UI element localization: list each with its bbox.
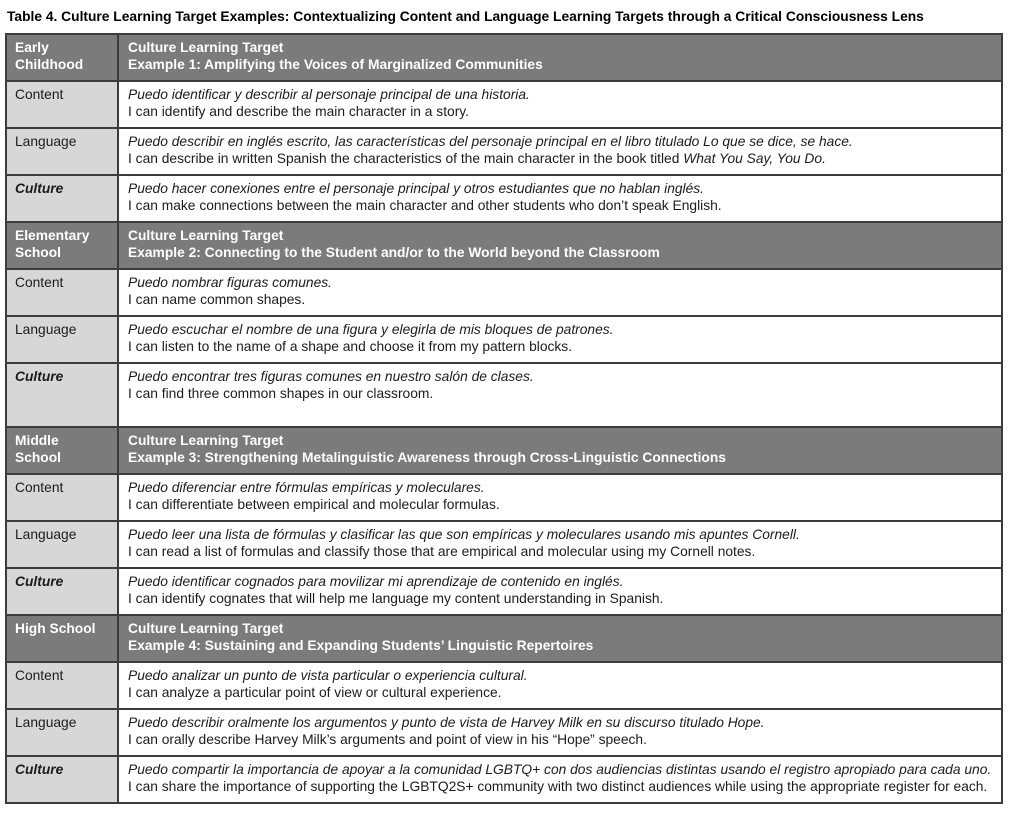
text-segment: I can differentiate between empirical and molecular formulas. bbox=[128, 496, 500, 512]
row-category-label: Culture bbox=[6, 568, 118, 615]
grade-level-label: Elementary School bbox=[6, 222, 118, 269]
text-segment: I can identify cognates that will help me language my content understanding in Spanish. bbox=[128, 590, 664, 606]
target-line bbox=[128, 86, 992, 103]
target-row bbox=[6, 474, 1002, 521]
text-segment: Puedo nombrar figuras comunes. bbox=[128, 274, 332, 290]
section-header-cell bbox=[118, 222, 1002, 269]
learning-target-cell bbox=[118, 568, 1002, 615]
row-category-label: Content bbox=[6, 474, 118, 521]
learning-target-cell bbox=[118, 316, 1002, 363]
learning-target-cell bbox=[118, 709, 1002, 756]
target-row bbox=[6, 363, 1002, 427]
target-row bbox=[6, 175, 1002, 222]
text-segment: Puedo describir oralmente los argumentos y punto de vista de Harvey Milk en su discurso titulado Hope. bbox=[128, 714, 765, 730]
section-header-cell bbox=[118, 615, 1002, 662]
target-line bbox=[128, 180, 992, 197]
target-line bbox=[128, 778, 992, 795]
text-segment: I can read a list of formulas and classify those that are empirical and molecular using my Cornell notes. bbox=[128, 543, 756, 559]
text-segment: I can analyze a particular point of view or cultural experience. bbox=[128, 684, 502, 700]
learning-target-cell bbox=[118, 662, 1002, 709]
section-header-row bbox=[6, 34, 1002, 81]
learning-target-cell bbox=[118, 474, 1002, 521]
section-title: Culture Learning Target bbox=[128, 39, 284, 55]
row-category-label: Language bbox=[6, 316, 118, 363]
learning-target-cell bbox=[118, 521, 1002, 568]
text-segment: I can find three common shapes in our classroom. bbox=[128, 385, 434, 401]
section-header-cell bbox=[118, 427, 1002, 474]
text-segment: Puedo identificar y describir al personaje principal de una historia. bbox=[128, 86, 530, 102]
culture-learning-targets-table bbox=[5, 33, 1003, 804]
target-line bbox=[128, 731, 992, 748]
target-line bbox=[128, 150, 992, 167]
target-line bbox=[128, 590, 992, 607]
text-segment: I can share the importance of supporting the LGBTQ2S+ community with two distinct audiences while using the appropriate register for each. bbox=[128, 778, 988, 794]
row-category-label: Language bbox=[6, 128, 118, 175]
text-segment: What You Say, You Do. bbox=[683, 150, 826, 166]
target-line bbox=[128, 543, 992, 560]
text-segment: I can name common shapes. bbox=[128, 291, 306, 307]
section-header-row bbox=[6, 427, 1002, 474]
row-category-label: Culture bbox=[6, 175, 118, 222]
target-line bbox=[128, 573, 992, 590]
section-title: Culture Learning Target bbox=[128, 227, 284, 243]
target-line bbox=[128, 133, 992, 150]
target-line bbox=[128, 684, 992, 701]
target-row bbox=[6, 662, 1002, 709]
section-example: Example 3: Strengthening Metalinguistic Awareness through Cross-Linguistic Connections bbox=[128, 449, 726, 465]
learning-target-cell bbox=[118, 756, 1002, 803]
target-row bbox=[6, 756, 1002, 803]
learning-target-cell bbox=[118, 363, 1002, 427]
section-title: Culture Learning Target bbox=[128, 620, 284, 636]
text-segment: I can listen to the name of a shape and choose it from my pattern blocks. bbox=[128, 338, 573, 354]
text-segment: I can describe in written Spanish the characteristics of the main character in the book titled bbox=[128, 150, 684, 166]
target-line bbox=[128, 526, 992, 543]
table-body bbox=[6, 34, 1002, 803]
text-segment: Puedo encontrar tres figuras comunes en nuestro salón de clases. bbox=[128, 368, 534, 384]
row-category-label: Content bbox=[6, 269, 118, 316]
row-category-label: Content bbox=[6, 662, 118, 709]
text-segment: I can identify and describe the main character in a story. bbox=[128, 103, 470, 119]
text-segment: Puedo analizar un punto de vista particular o experiencia cultural. bbox=[128, 667, 528, 683]
text-segment: I can orally describe Harvey Milk’s arguments and point of view in his “Hope” speech. bbox=[128, 731, 647, 747]
target-line bbox=[128, 496, 992, 513]
text-segment: Puedo describir en inglés escrito, las características del personaje principal en el libro titulado Lo que se dice, se hace. bbox=[128, 133, 853, 149]
section-example: Example 1: Amplifying the Voices of Marginalized Communities bbox=[128, 56, 543, 72]
target-line bbox=[128, 667, 992, 684]
target-row bbox=[6, 81, 1002, 128]
grade-level-label: Early Childhood bbox=[6, 34, 118, 81]
text-segment: I can make connections between the main character and other students who don’t speak English. bbox=[128, 197, 722, 213]
target-line bbox=[128, 291, 992, 308]
row-category-label: Culture bbox=[6, 363, 118, 427]
section-title: Culture Learning Target bbox=[128, 432, 284, 448]
section-header-row bbox=[6, 615, 1002, 662]
learning-target-cell bbox=[118, 269, 1002, 316]
section-example: Example 2: Connecting to the Student and/or to the World beyond the Classroom bbox=[128, 244, 660, 260]
target-line bbox=[128, 338, 992, 355]
row-category-label: Culture bbox=[6, 756, 118, 803]
grade-level-label: Middle School bbox=[6, 427, 118, 474]
table-caption: Table 4. Culture Learning Target Examples: Contextualizing Content and Language Learning Targets through a Critical Consciousness Lens bbox=[7, 9, 924, 24]
learning-target-cell bbox=[118, 81, 1002, 128]
target-line bbox=[128, 385, 992, 402]
text-segment: Puedo diferenciar entre fórmulas empíricas y moleculares. bbox=[128, 479, 485, 495]
text-segment: Puedo escuchar el nombre de una figura y elegirla de mis bloques de patrones. bbox=[128, 321, 614, 337]
target-line bbox=[128, 197, 992, 214]
target-line bbox=[128, 321, 992, 338]
target-row bbox=[6, 316, 1002, 363]
target-line bbox=[128, 402, 992, 419]
section-example: Example 4: Sustaining and Expanding Students’ Linguistic Repertoires bbox=[128, 637, 594, 653]
text-segment: Puedo compartir la importancia de apoyar a la comunidad LGBTQ+ con dos audiencias distintas usando el registro apropiado para cada uno. bbox=[128, 761, 992, 777]
target-line bbox=[128, 714, 992, 731]
target-row bbox=[6, 521, 1002, 568]
target-row bbox=[6, 128, 1002, 175]
target-line bbox=[128, 479, 992, 496]
row-category-label: Language bbox=[6, 521, 118, 568]
learning-target-cell bbox=[118, 175, 1002, 222]
target-line bbox=[128, 103, 992, 120]
target-row bbox=[6, 568, 1002, 615]
target-line bbox=[128, 368, 992, 385]
section-header-cell bbox=[118, 34, 1002, 81]
section-header-row bbox=[6, 222, 1002, 269]
learning-target-cell bbox=[118, 128, 1002, 175]
text-segment: Puedo hacer conexiones entre el personaje principal y otros estudiantes que no hablan inglés. bbox=[128, 180, 705, 196]
target-line bbox=[128, 274, 992, 291]
row-category-label: Content bbox=[6, 81, 118, 128]
target-row bbox=[6, 269, 1002, 316]
target-line bbox=[128, 761, 992, 778]
grade-level-label: High School bbox=[6, 615, 118, 662]
target-row bbox=[6, 709, 1002, 756]
text-segment: Puedo leer una lista de fórmulas y clasificar las que son empíricas y moleculares usando mis apuntes Cornell. bbox=[128, 526, 800, 542]
row-category-label: Language bbox=[6, 709, 118, 756]
text-segment: Puedo identificar cognados para movilizar mi aprendizaje de contenido en inglés. bbox=[128, 573, 624, 589]
